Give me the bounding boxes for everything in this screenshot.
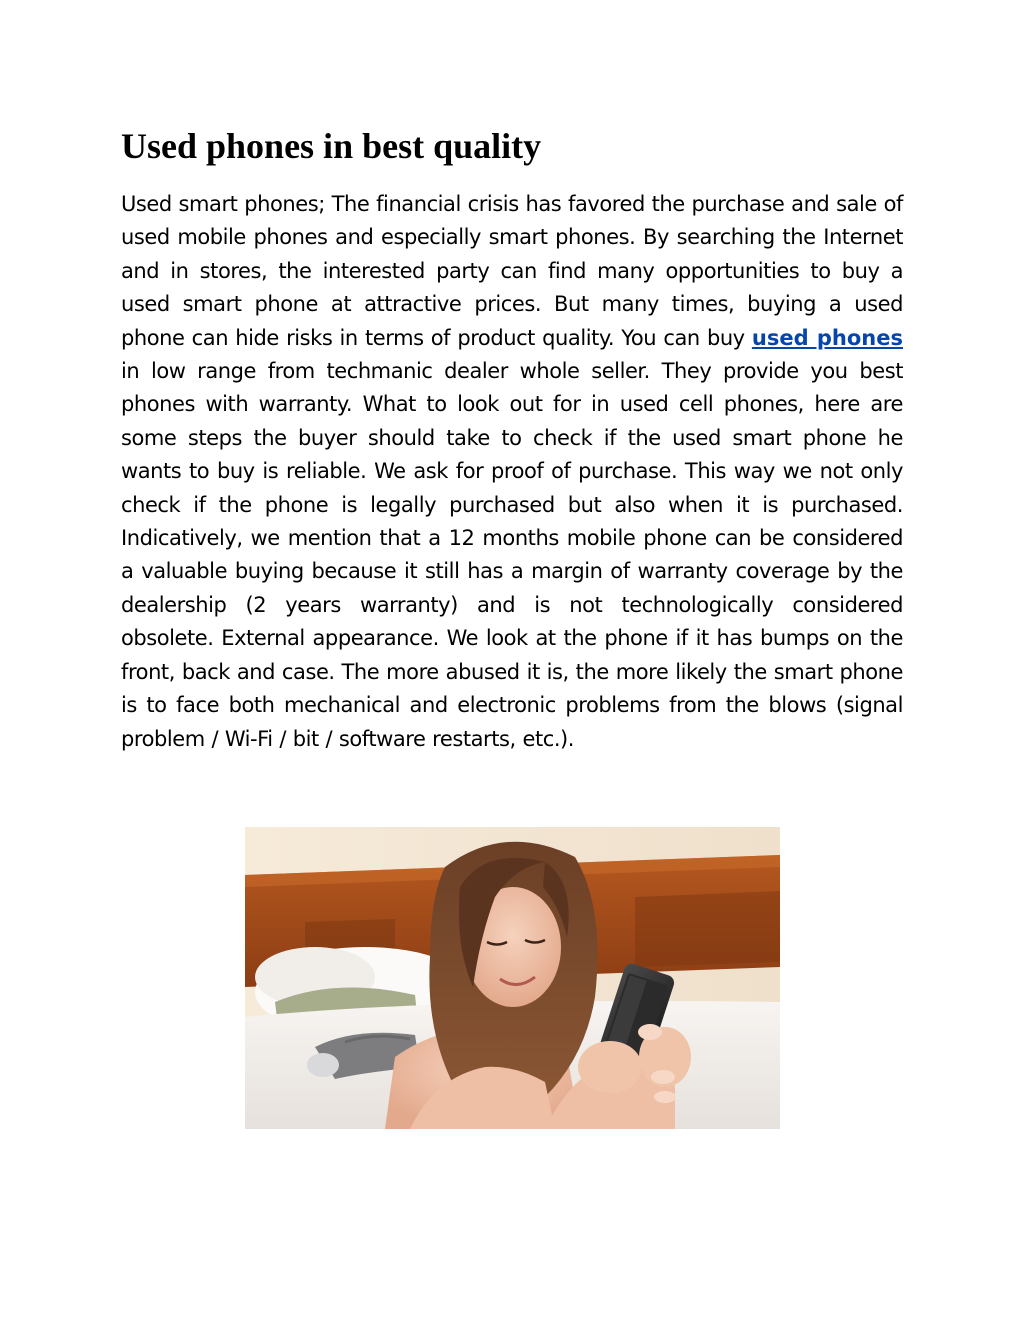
body-paragraph (121, 188, 903, 756)
used-phones-link[interactable]: used phones (751, 325, 903, 350)
paragraph-text-before-link: Used smart phones; The financial crisis has favored the purchase and sale of used mobile phones and especially smart phones. By searching the Internet and in stores, the interested party can find many opportunities to buy a used smart phone at attractive prices. But many times, buying a used phone can hide risks in terms of product quality. You can buy (121, 192, 903, 350)
woman-with-phone-photo (245, 827, 780, 1129)
page-title: Used phones in best quality (121, 126, 542, 166)
paragraph-text-after-link: in low range from techmanic dealer whole seller. They provide you best phones with warranty. What to look out for in used cell phones, here are some steps the buyer should take to check if the used smart phone he wants to buy is reliable. We ask for proof of purchase. This way we not only check if the phone is legally purchased but also when it is purchased. Indicatively, we mention that a 12 months mobile phone can be considered a valuable buying because it still has a margin of warranty coverage by the dealership (2 years warranty) and is not technologically considered obsolete. External appearance. We look at the phone if it has bumps on the front, back and case. The more abused it is, the more likely the smart phone is to face both mechanical and electronic problems from the blows (signal problem / Wi-Fi / bit / software restarts, etc.). (121, 359, 903, 751)
